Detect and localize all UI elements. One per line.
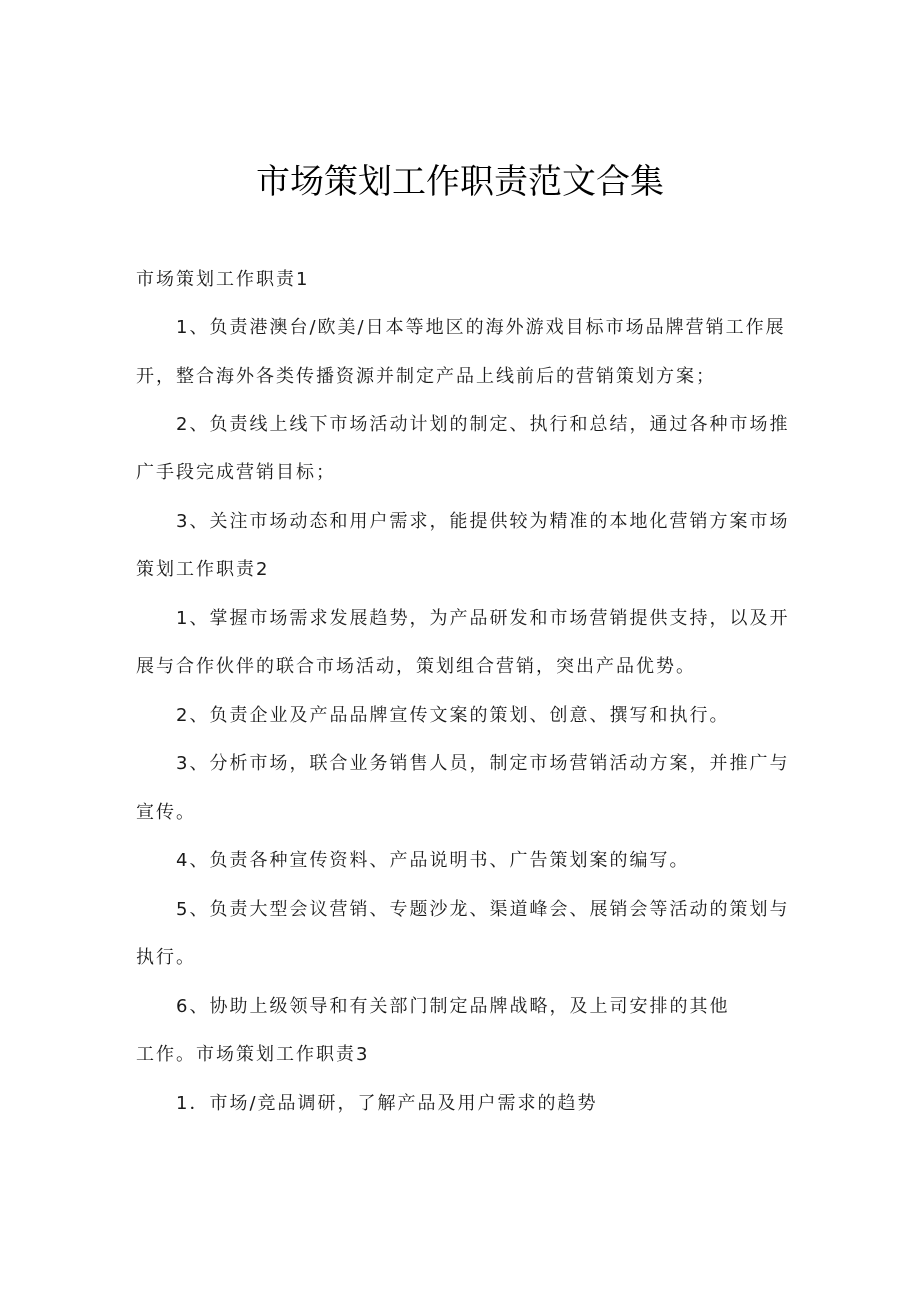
- paragraph-line: 3、关注市场动态和用户需求，能提供较为精准的本地化营销方案市场: [176, 511, 790, 532]
- paragraph-line: 展与合作伙伴的联合市场活动，策划组合营销，突出产品优势。: [136, 656, 696, 677]
- paragraph-line: 6、协助上级领导和有关部门制定品牌战略，及上司安排的其他: [176, 996, 730, 1017]
- paragraph-line: 广手段完成营销目标；: [136, 462, 336, 483]
- paragraph-line: 3、分析市场，联合业务销售人员，制定市场营销活动方案，并推广与: [176, 753, 790, 774]
- document-title: 市场策划工作职责范文合集: [256, 162, 664, 202]
- section-heading-1: 市场策划工作职责1: [136, 269, 310, 290]
- section-heading-2: 策划工作职责2: [136, 559, 270, 580]
- paragraph-line: 5、负责大型会议营销、专题沙龙、渠道峰会、展销会等活动的策划与: [176, 899, 790, 920]
- paragraph-line: 执行。: [136, 947, 196, 968]
- paragraph-line: 4、负责各种宣传资料、产品说明书、广告策划案的编写。: [176, 850, 690, 871]
- paragraph-line: 开，整合海外各类传播资源并制定产品上线前后的营销策划方案；: [136, 366, 716, 387]
- paragraph-line: 2、负责企业及产品品牌宣传文案的策划、创意、撰写和执行。: [176, 705, 730, 726]
- section-heading-3: 工作。市场策划工作职责3: [136, 1044, 370, 1065]
- paragraph-line: 1、掌握市场需求发展趋势，为产品研发和市场营销提供支持，以及开: [176, 608, 790, 629]
- paragraph-line: 宣传。: [136, 802, 196, 823]
- paragraph-line: 1、负责港澳台/欧美/日本等地区的海外游戏目标市场品牌营销工作展: [176, 317, 786, 338]
- paragraph-line: 2、负责线上线下市场活动计划的制定、执行和总结，通过各种市场推: [176, 414, 790, 435]
- paragraph-line: 1．市场/竞品调研，了解产品及用户需求的趋势: [176, 1093, 598, 1114]
